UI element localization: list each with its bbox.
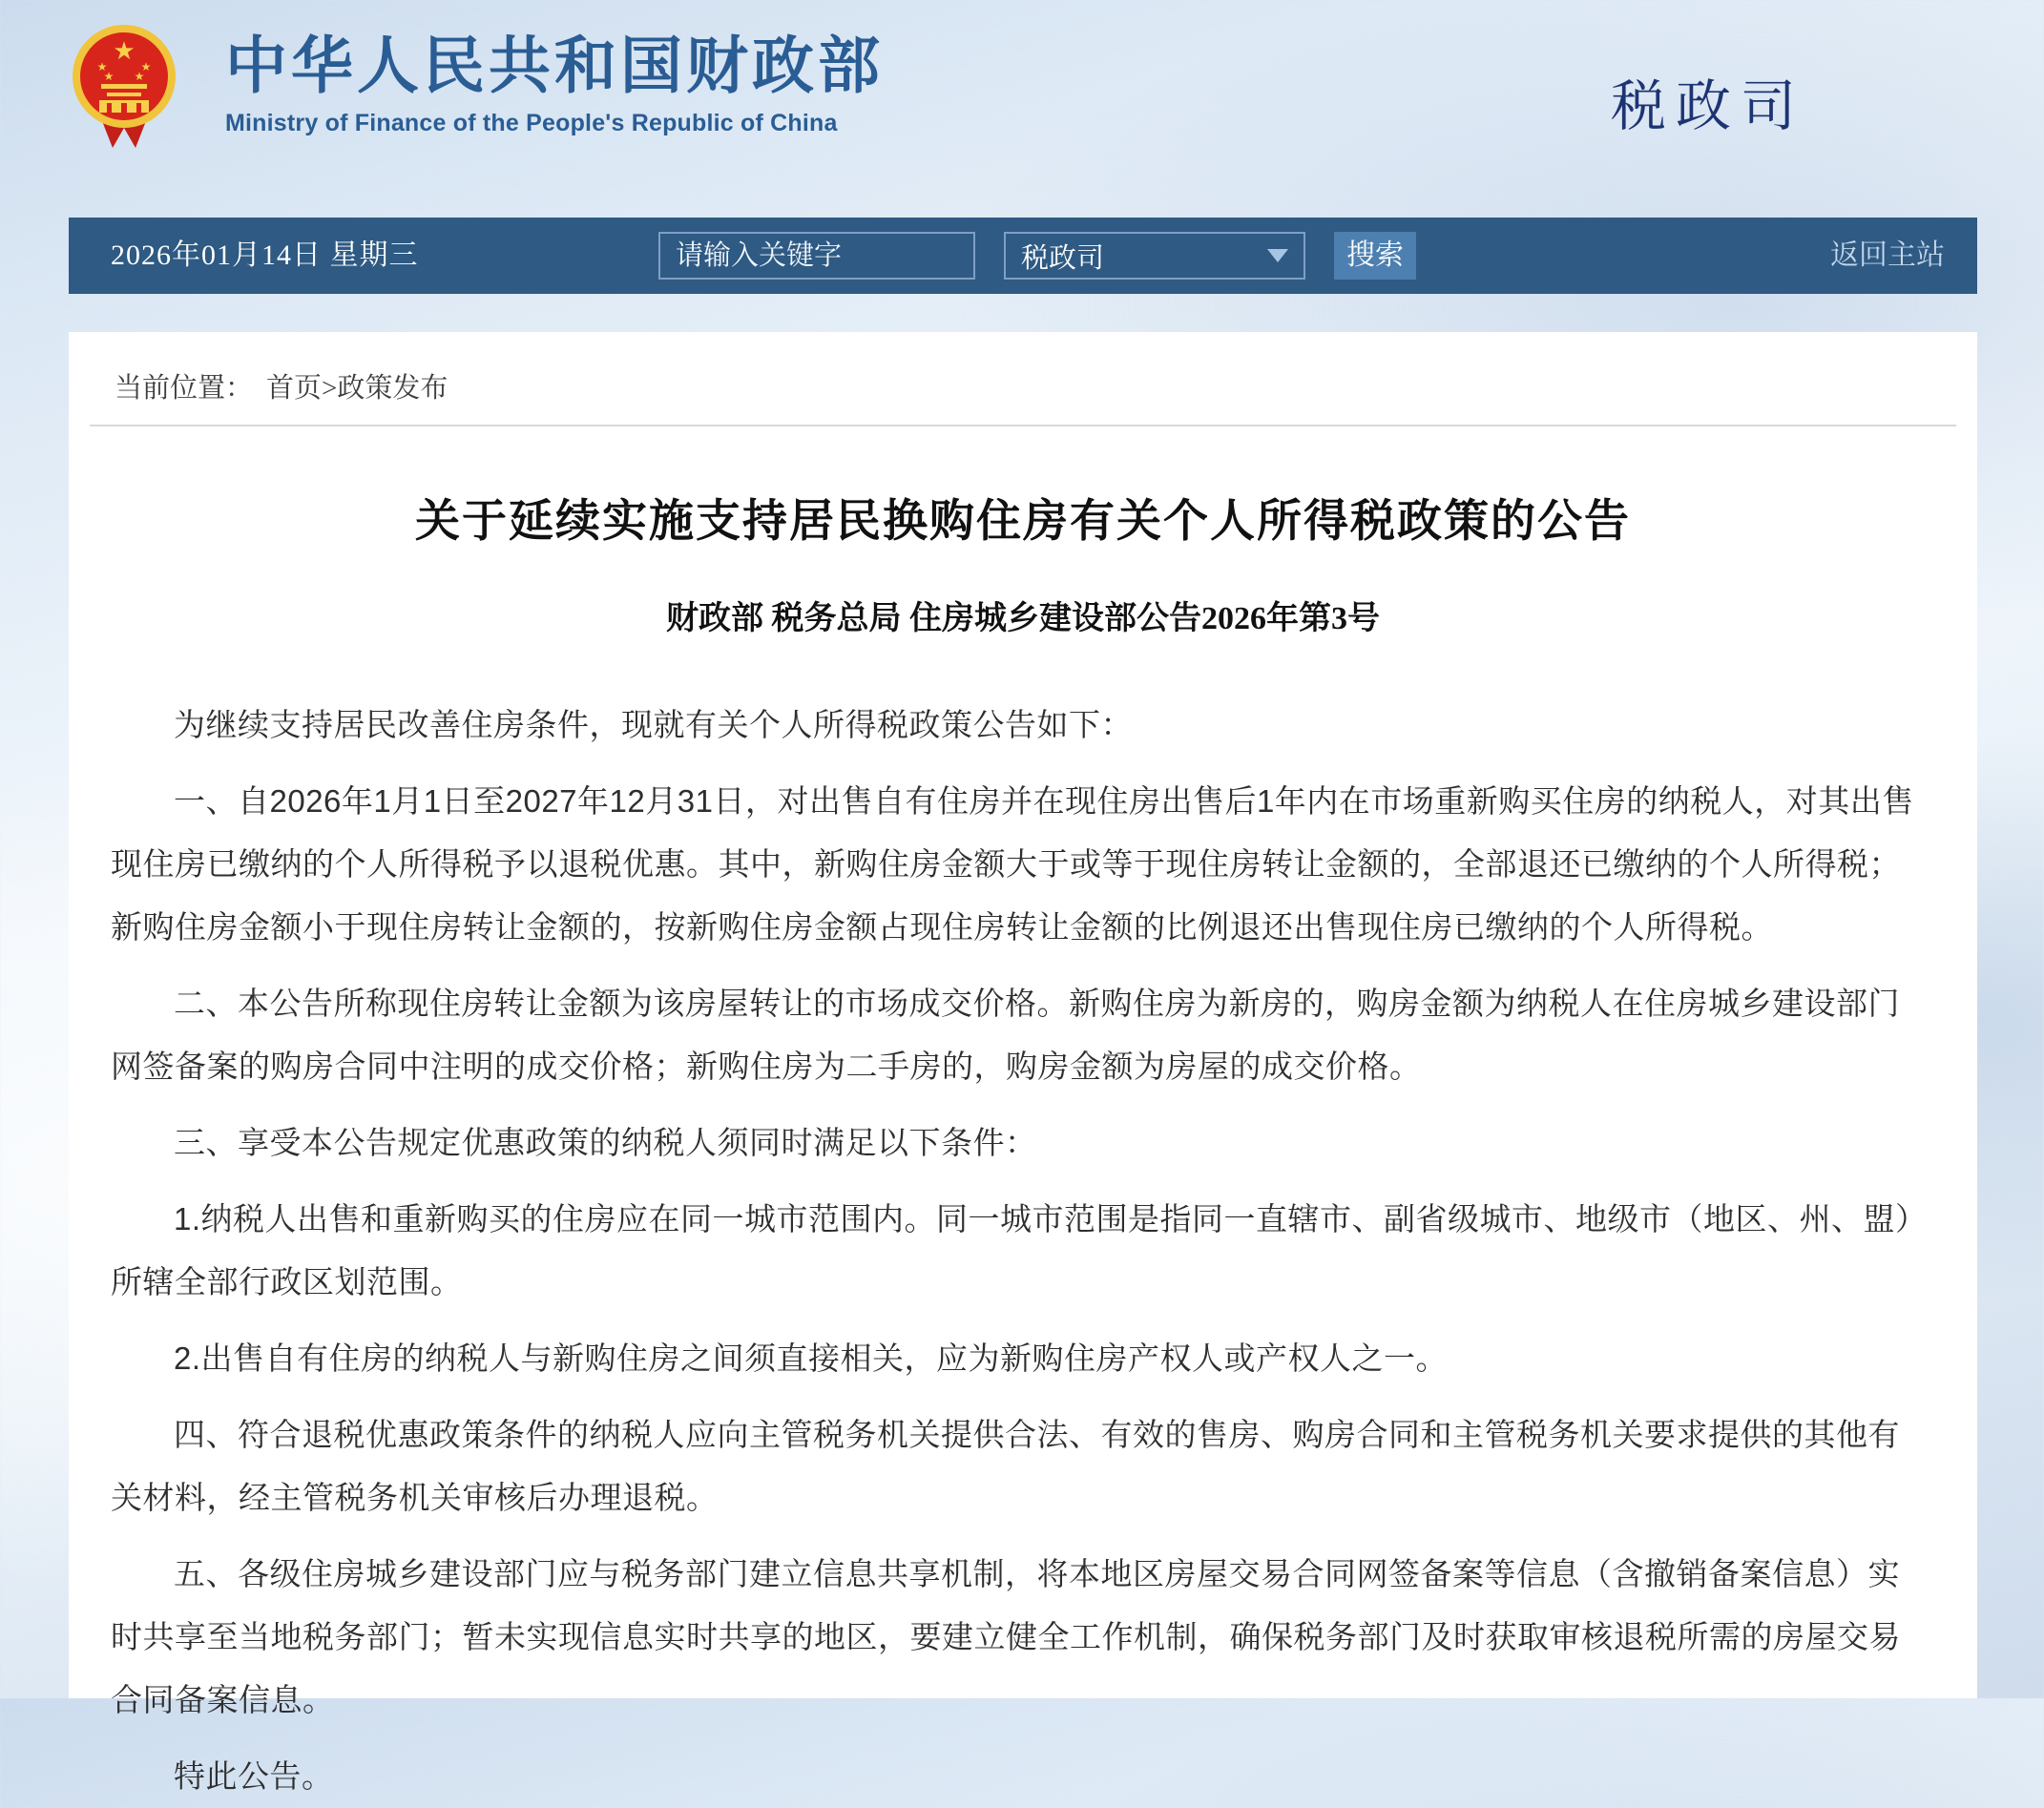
search-scope-selected-value: 税政司 — [1021, 242, 1105, 274]
article-body — [111, 694, 1918, 1808]
current-date: 2026年01月14日 星期三 — [111, 239, 419, 271]
site-title-english: Ministry of Finance of the People's Republic of China — [225, 110, 838, 136]
breadcrumb-label: 当前位置： — [115, 373, 254, 404]
breadcrumb — [69, 332, 1977, 405]
search-scope-dropdown[interactable] — [1004, 232, 1305, 280]
article-paragraph: 一、自2026年1月1日至2027年12月31日，对出售自有住房并在现住房出售后1年内在市场重新购买住房的纳税人，对其出售现住房已缴纳的个人所得税予以退税优惠。其中，新购住房金额大于或等于现住房转让金额的，全部退还已缴纳的个人所得税；新购住房金额小于现住房转让金额的，按新购住房金额占现住房转让金额的比例退还出售现住房已缴纳的个人所得税。 — [111, 783, 1914, 945]
content-panel — [69, 332, 1977, 1794]
article-paragraph: 为继续支持居民改善住房条件，现就有关个人所得税政策公告如下： — [174, 707, 1133, 742]
department-title: 税政司 — [1611, 75, 1806, 137]
svg-text:★: ★ — [140, 60, 152, 73]
svg-text:★: ★ — [134, 70, 145, 83]
navigation-bar — [69, 218, 1977, 294]
article-paragraph: 2.出售自有住房的纳税人与新购住房之间须直接相关，应为新购住房产权人或产权人之一。 — [174, 1340, 1449, 1376]
site-header — [0, 0, 2044, 218]
article-paragraph: 四、符合退税优惠政策条件的纳税人应向主管税务机关提供合法、有效的售房、购房合同和主管税务机关要求提供的其他有关材料，经主管税务机关审核后办理退税。 — [111, 1417, 1900, 1515]
article-paragraph: 1.纳税人出售和重新购买的住房应在同一城市范围内。同一城市范围是指同一直辖市、副省级城市、地级市（地区、州、盟）所辖全部行政区划范围。 — [111, 1201, 1912, 1299]
article-paragraph: 五、各级住房城乡建设部门应与税务部门建立信息共享机制，将本地区房屋交易合同网签备案等信息（含撤销备案信息）实时共享至当地税务部门；暂未实现信息实时共享的地区，要建立健全工作机制，确保税务部门及时获取审核退税所需的房屋交易合同备案信息。 — [111, 1556, 1901, 1717]
back-to-main-site-link[interactable]: 返回主站 — [1830, 239, 1945, 271]
search-button[interactable]: 搜索 — [1334, 232, 1416, 280]
site-title-chinese: 中华人民共和国财政部 — [225, 31, 885, 100]
article-paragraph: 三、享受本公告规定优惠政策的纳税人须同时满足以下条件： — [174, 1125, 1037, 1160]
national-emblem-logo — [71, 21, 177, 151]
breadcrumb-divider — [90, 425, 1956, 426]
svg-text:★: ★ — [96, 60, 108, 73]
chevron-down-icon — [1267, 249, 1288, 262]
svg-text:★: ★ — [103, 70, 115, 83]
article-paragraph: 特此公告。 — [174, 1758, 334, 1794]
search-input[interactable] — [658, 232, 975, 280]
article-doc-number: 财政部 税务总局 住房城乡建设部公告2026年第3号 — [666, 601, 1380, 636]
article-title: 关于延续实施支持居民换购住房有关个人所得税政策的公告 — [415, 497, 1631, 547]
svg-text:★: ★ — [113, 36, 136, 65]
article-paragraph: 二、本公告所称现住房转让金额为该房屋转让的市场成交价格。新购住房为新房的，购房金额为纳税人在住房城乡建设部门网签备案的购房合同中注明的成交价格；新购住房为二手房的，购房金额为房屋的成交价格。 — [111, 986, 1900, 1084]
breadcrumb-path[interactable]: 首页>政策发布 — [266, 373, 448, 404]
